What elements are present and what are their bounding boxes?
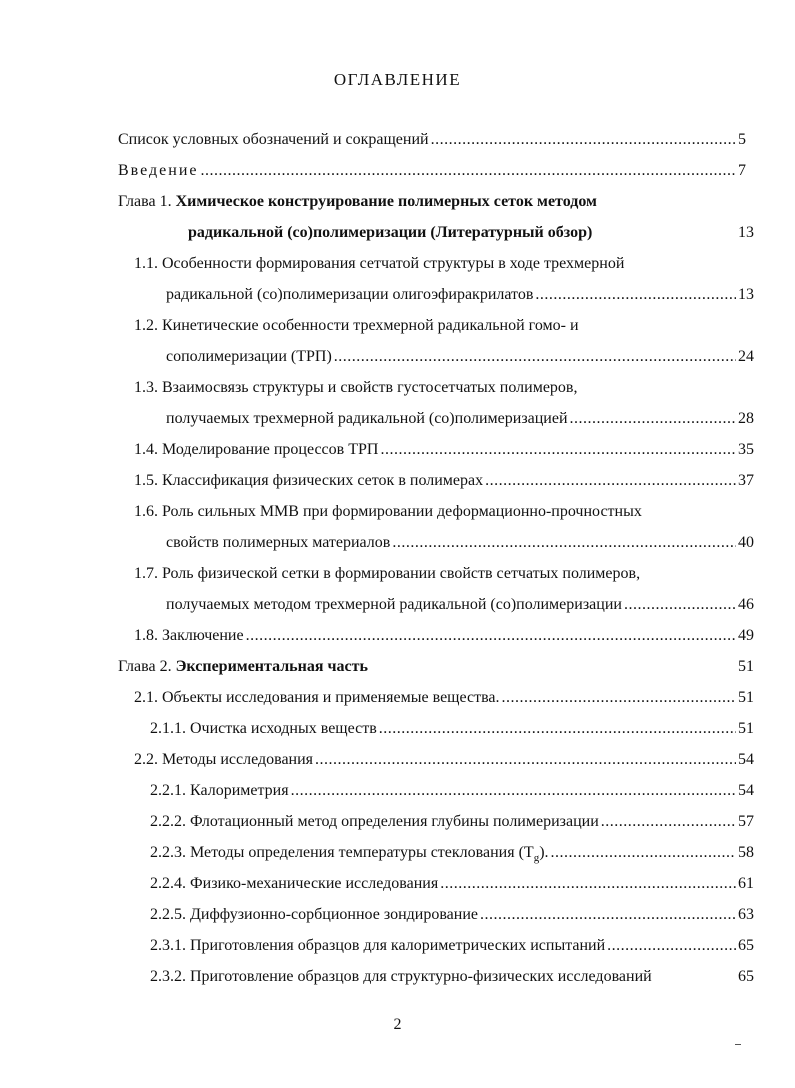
- toc-entry-text: 2.3.2. Приготовление образцов для структурно-физических исследований: [150, 968, 652, 985]
- toc-entry-text: Введение: [118, 162, 199, 179]
- toc-entry-text: 1.3. Взаимосвязь структуры и свойств густосетчатых полимеров,: [134, 379, 578, 396]
- toc-entry-text: 2.2.4. Физико-механические исследования: [150, 875, 439, 892]
- toc-entry-1-3-line-1[interactable]: [134, 377, 754, 399]
- toc-entry-page: 63: [738, 906, 754, 923]
- toc-entry-text: 1.1. Особенности формирования сетчатой структуры в ходе трехмерной: [134, 255, 625, 272]
- toc-entry-1-6-line-1[interactable]: [134, 501, 754, 523]
- dot-leader: [485, 470, 736, 492]
- toc-entry-text: 2.2.2. Флотационный метод определения глубины полимеризации: [150, 813, 599, 830]
- toc-entry-2-2-3[interactable]: [150, 842, 754, 864]
- toc-entry-page: 65: [738, 937, 754, 954]
- toc-entry-page: 7: [738, 162, 746, 179]
- dot-leader: [535, 284, 736, 306]
- toc-entry-page: 35: [738, 441, 754, 458]
- toc-entry-text: 2.2. Методы исследования: [134, 751, 314, 768]
- toc-entry-1-5[interactable]: [134, 470, 754, 492]
- toc-entry-text: радикальной (со)полимеризации олигоэфиракрилатов: [166, 286, 534, 303]
- toc-entry-page: 57: [738, 813, 754, 830]
- dot-leader: [551, 842, 736, 864]
- toc-entry-2-2-1[interactable]: [150, 780, 754, 802]
- dot-leader: [601, 811, 736, 833]
- dot-leader: [431, 129, 736, 151]
- chapter-title-cont: радикальной (со)полимеризации (Литературный обзор): [188, 224, 593, 241]
- toc-chapter-2[interactable]: [118, 656, 754, 678]
- dot-leader: [379, 718, 736, 740]
- toc-entry-page: 54: [738, 782, 754, 799]
- toc-entry-2-2-5[interactable]: [150, 904, 754, 926]
- toc-entry-page: 51: [738, 720, 754, 737]
- toc-entry-text: 2.3.1. Приготовления образцов для калориметрических испытаний: [150, 937, 606, 954]
- toc-entry-page: 46: [738, 596, 754, 613]
- toc-entry-text: 1.6. Роль сильных ММВ при формировании деформационно-прочностных: [134, 503, 642, 520]
- toc-entry-text: 1.5. Классификация физических сеток в полимерах: [134, 472, 484, 489]
- dot-leader: [246, 625, 736, 647]
- toc-entry-text: 1.2. Кинетические особенности трехмерной радикальной гомо- и: [134, 317, 579, 334]
- toc-entry-2-1-1[interactable]: [150, 718, 754, 740]
- toc-entry-text: 2.2.1. Калориметрия: [150, 782, 289, 799]
- toc-entry-page: 13: [738, 224, 754, 241]
- dot-leader: [624, 594, 736, 616]
- toc-entry-page: 49: [738, 627, 754, 644]
- toc-entry-page: 24: [738, 348, 754, 365]
- toc-entry-page: 58: [738, 844, 754, 861]
- dot-leader: [315, 749, 736, 771]
- toc-entry-1-1-line-2[interactable]: [166, 284, 754, 306]
- toc-entry-1-3-line-2[interactable]: [166, 408, 754, 430]
- toc-entry-text: 1.7. Роль физической сетки в формировании свойств сетчатых полимеров,: [134, 565, 641, 582]
- toc-entry-page: 40: [738, 534, 754, 551]
- scan-mark: [735, 1044, 741, 1045]
- dot-leader: [480, 904, 736, 926]
- toc-entry-2-2-4[interactable]: [150, 873, 754, 895]
- dot-leader: [334, 346, 736, 368]
- toc-entry-2-1[interactable]: [134, 687, 754, 709]
- chapter-title: Экспериментальная часть: [175, 658, 368, 675]
- toc-entry-2-3-1[interactable]: [150, 935, 754, 957]
- toc-entry-text: свойств полимерных материалов: [166, 534, 391, 551]
- toc-entry-text: 1.8. Заключение: [134, 627, 244, 644]
- toc-entry-page: 37: [738, 472, 754, 489]
- chapter-label: Глава 2.: [118, 658, 172, 675]
- toc-entry-1-1-line-1[interactable]: [134, 253, 754, 275]
- toc-chapter-1-line-2[interactable]: [188, 222, 754, 244]
- chapter-title: Химическое конструирование полимерных сеток методом: [175, 193, 597, 210]
- toc-entry-2-3-2[interactable]: [150, 966, 754, 988]
- toc-entry-text: 2.2.5. Диффузионно-сорбционное зондирование: [150, 906, 479, 923]
- toc-entry-page: 51: [738, 689, 754, 706]
- toc-entry-1-4[interactable]: [134, 439, 754, 461]
- dot-leader: [392, 532, 736, 554]
- toc-entry-abbreviations[interactable]: [118, 129, 746, 151]
- toc-entry-page: 61: [738, 875, 754, 892]
- toc-entry-1-7-line-2[interactable]: [166, 594, 754, 616]
- dot-leader: [201, 160, 737, 182]
- toc-entry-1-2-line-1[interactable]: [134, 315, 754, 337]
- chapter-label: Глава 1.: [118, 193, 172, 210]
- toc-entry-text: 2.2.3. Методы определения температуры стеклования $(T_g)$.: [150, 844, 549, 865]
- toc-entry-text: 2.1.1. Очистка исходных веществ: [150, 720, 377, 737]
- page-number: 2: [393, 1016, 402, 1033]
- toc-entry-1-8[interactable]: [134, 625, 754, 647]
- toc-entry-text: 1.4. Моделирование процессов ТРП: [134, 441, 379, 458]
- dot-leader: [570, 408, 736, 430]
- dot-leader: [440, 873, 736, 895]
- toc-entry-introduction[interactable]: [118, 160, 746, 182]
- toc-chapter-1-line-1[interactable]: [118, 191, 746, 213]
- toc-entry-text: получаемых методом трехмерной радикальной (со)полимеризации: [166, 596, 622, 613]
- toc-entry-page: 5: [738, 131, 746, 148]
- dot-leader: [291, 780, 736, 802]
- toc-entry-1-2-line-2[interactable]: [166, 346, 754, 368]
- toc-entry-1-7-line-1[interactable]: [134, 563, 754, 585]
- toc-entry-page: 13: [738, 286, 754, 303]
- toc-entry-page: 65: [738, 968, 754, 985]
- toc-entry-text: Список условных обозначений и сокращений: [118, 131, 429, 148]
- toc-entry-text: сополимеризации (ТРП): [166, 348, 332, 365]
- toc-entry-page: 51: [738, 658, 754, 675]
- dot-leader: [380, 439, 736, 461]
- toc-entry-text: получаемых трехмерной радикальной (со)полимеризацией: [166, 410, 568, 427]
- toc-entry-1-6-line-2[interactable]: [166, 532, 754, 554]
- toc-entry-2-2[interactable]: [134, 749, 754, 771]
- toc-entry-page: 54: [738, 751, 754, 768]
- toc-entry-text: 2.1. Объекты исследования и применяемые вещества.: [134, 689, 500, 706]
- dot-leader: [607, 935, 736, 957]
- toc-heading: ОГЛАВЛЕНИЕ: [333, 70, 462, 89]
- dot-leader: [502, 687, 736, 709]
- toc-entry-page: 28: [738, 410, 754, 427]
- toc-entry-2-2-2[interactable]: [150, 811, 754, 833]
